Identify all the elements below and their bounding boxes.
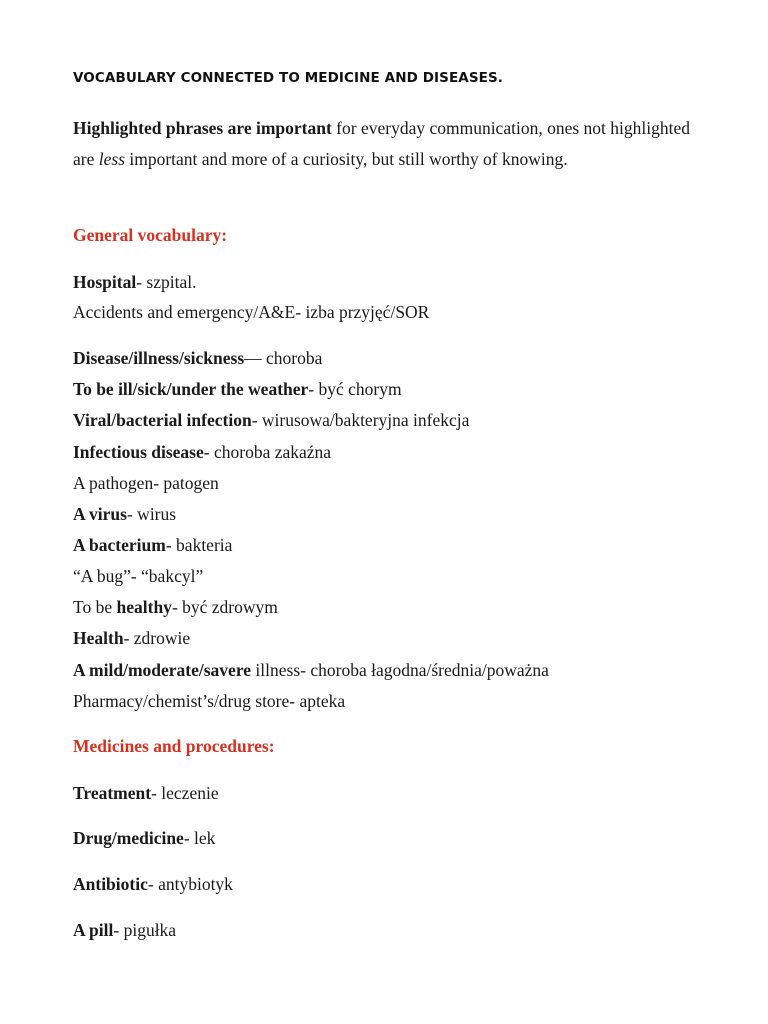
vocab-entry (73, 346, 322, 370)
entry-post: - pigułka (113, 920, 177, 940)
intro-text-1: for everyday communication, ones not highlighted are (73, 118, 690, 169)
entry-post: - leczenie (151, 783, 219, 803)
entry-term: A mild/moderate/savere (73, 660, 252, 680)
entry-post: - lek (183, 828, 216, 848)
entry-pre: Accidents and emergency/A&E- izba przyjęć/SOR (73, 302, 430, 322)
entry-post: - bakteria (165, 535, 233, 555)
entry-term: A bacterium (73, 535, 166, 555)
entry-term: Disease/illness/sickness (73, 348, 245, 368)
entry-post: - wirus (126, 504, 177, 524)
entry-pre: A pathogen- patogen (73, 473, 219, 493)
entry-post: - być zdrowym (171, 597, 278, 617)
vocab-entry (73, 564, 203, 588)
entry-term: To be ill/sick/under the weather (73, 379, 309, 399)
vocab-entry (73, 300, 429, 324)
entry-term: Infectious disease (73, 442, 204, 462)
vocab-entry (73, 408, 469, 432)
entry-post: - antybiotyk (147, 874, 233, 894)
intro-paragraph (73, 113, 713, 175)
entry-term: Antibiotic (73, 874, 148, 894)
entry-term: Hospital (73, 272, 137, 292)
vocab-entry (73, 502, 176, 526)
vocab-entry (73, 689, 345, 713)
entry-post: - wirusowa/bakteryjna infekcja (251, 410, 470, 430)
entry-pre: “A bug”- “bakcyl” (73, 566, 204, 586)
vocab-entry (73, 595, 278, 619)
intro-italic: less (98, 149, 125, 169)
section-heading-general: General vocabulary: (73, 225, 228, 245)
vocab-entry (73, 270, 196, 294)
entry-post: - szpital. (136, 272, 197, 292)
entry-term: Drug/medicine (73, 828, 184, 848)
entry-term: Treatment (73, 783, 152, 803)
intro-bold: Highlighted phrases are important (73, 118, 332, 138)
entry-post: - choroba zakaźna (203, 442, 332, 462)
entry-post: - zdrowie (123, 628, 191, 648)
vocab-entry (73, 440, 331, 464)
entry-term: Health (73, 628, 124, 648)
entry-pre: To be (73, 597, 117, 617)
intro-text-2: important and more of a curiosity, but still worthy of knowing. (125, 149, 568, 169)
vocab-entry (73, 377, 402, 401)
vocab-entry (73, 872, 233, 896)
entry-term: A virus (73, 504, 127, 524)
vocab-entry (73, 533, 232, 557)
entry-term: healthy (116, 597, 172, 617)
section-heading-medicines: Medicines and procedures: (73, 736, 275, 756)
entry-term: Viral/bacterial infection (73, 410, 252, 430)
document-title: VOCABULARY CONNECTED TO MEDICINE AND DISEASES. (73, 70, 504, 86)
entry-term: A pill (73, 920, 114, 940)
entry-pre: Pharmacy/chemist’s/drug store- apteka (73, 691, 346, 711)
entry-post: illness- choroba łagodna/średnia/poważna (251, 660, 549, 680)
vocab-entry (73, 781, 219, 805)
vocab-entry (73, 471, 219, 495)
vocab-entry (73, 626, 190, 650)
vocab-entry (73, 658, 549, 682)
vocab-entry (73, 918, 176, 942)
vocab-entry (73, 826, 215, 850)
entry-post: - być chorym (308, 379, 402, 399)
entry-post: — choroba (244, 348, 323, 368)
